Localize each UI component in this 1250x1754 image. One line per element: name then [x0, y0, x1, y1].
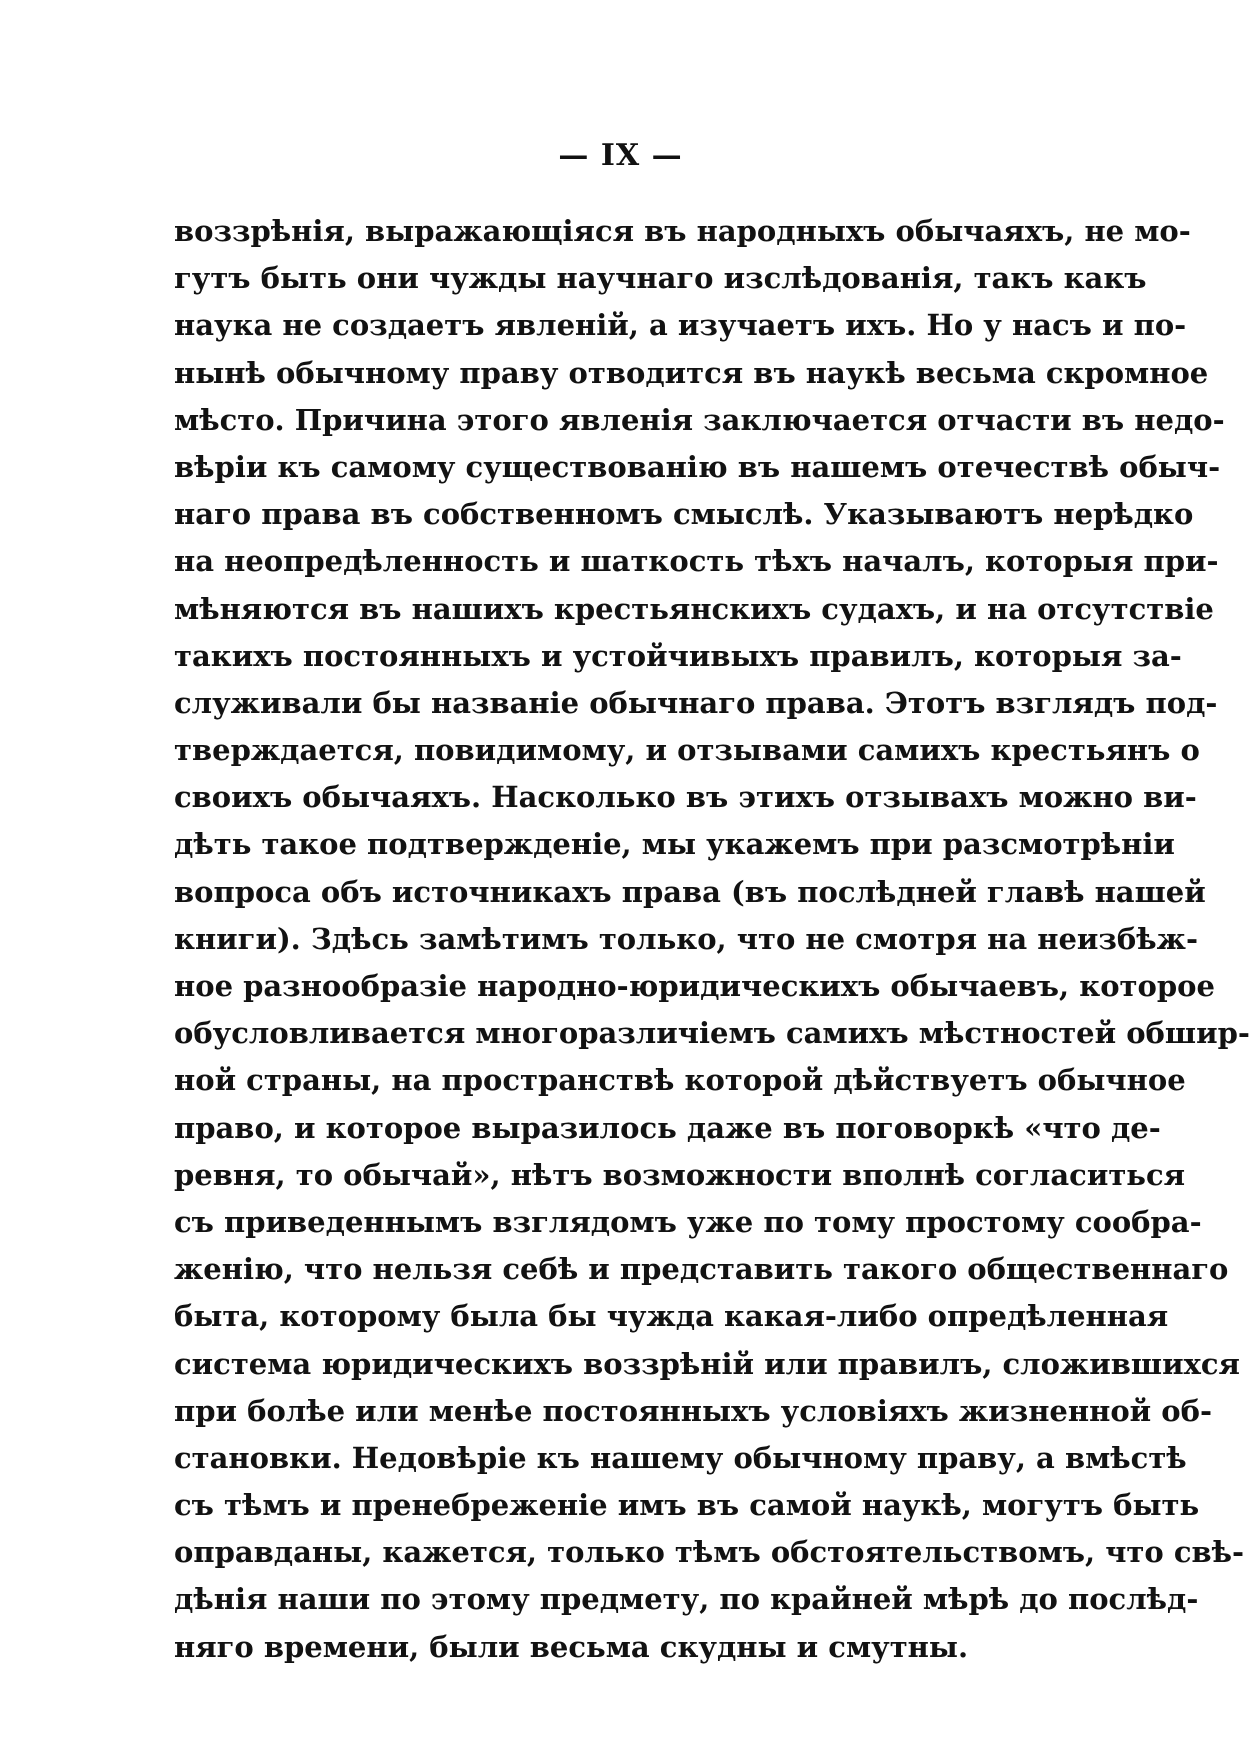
text-line: книги). Здѣсь замѣтимъ только, что не смотря на неизбѣж- [174, 921, 1198, 956]
text-line: воззрѣнія, выражающіяся въ народныхъ обычаяхъ, не мо- [174, 214, 1191, 248]
text-line: ной страны, на пространствѣ которой дѣйствуетъ обычное [174, 1063, 1186, 1098]
text-line: вѣріи къ самому существованію въ нашемъ отечествѣ обыч- [174, 449, 1221, 484]
text-line-last: няго времени, были весьма скудны и смутны. [174, 1629, 969, 1664]
text-line: гутъ быть они чужды научнаго изслѣдованія, такъ какъ [174, 261, 1147, 296]
text-line: на неопредѣленность и шаткость тѣхъ началъ, которыя при- [174, 544, 1219, 579]
text-line: дѣть такое подтвержденіе, мы укажемъ при разсмотрѣніи [174, 827, 1175, 862]
text-line: дѣнія наши по этому предмету, по крайней мѣрѣ до послѣд- [174, 1582, 1199, 1617]
text-line: съ тѣмъ и пренебреженіе имъ въ самой наукѣ, могутъ быть [174, 1488, 1200, 1523]
text-line: право, и которое выразилось даже въ поговоркѣ «что де- [174, 1110, 1161, 1145]
text-line: быта, которому была бы чужда какая-либо опредѣленная [174, 1299, 1169, 1334]
text-line: наго права въ собственномъ смыслѣ. Указываютъ нерѣдко [174, 497, 1194, 532]
text-line: мѣсто. Причина этого явленія заключается отчасти въ недо- [174, 402, 1225, 437]
text-line: служивали бы названіе обычнаго права. Этотъ взглядъ под- [174, 685, 1218, 720]
text-line: ное разнообразіе народно-юридическихъ обычаевъ, которое [174, 969, 1215, 1003]
text-line: обусловливается многоразличіемъ самихъ мѣстностей обшир- [174, 1016, 1250, 1051]
page-number: — IX — [558, 138, 683, 173]
text-line: система юридическихъ воззрѣній или правилъ, сложившихся [174, 1346, 1240, 1381]
text-line: такихъ постоянныхъ и устойчивыхъ правилъ, которыя за- [174, 638, 1182, 673]
text-line: женію, что нельзя себѣ и представить такого общественнаго [174, 1252, 1229, 1287]
text-line: наука не создаетъ явленій, а изучаетъ ихъ. Но у насъ и по- [174, 308, 1187, 343]
text-line: нынѣ обычному праву отводится въ наукѣ весьма скромное [174, 355, 1209, 390]
text-line: становки. Недовѣріе къ нашему обычному праву, а вмѣстѣ [174, 1440, 1187, 1475]
body-paragraph [174, 208, 1250, 1671]
text-line: своихъ обычаяхъ. Насколько въ этихъ отзывахъ можно ви- [174, 780, 1197, 815]
text-line: оправданы, кажется, только тѣмъ обстоятельствомъ, что свѣ- [174, 1535, 1245, 1570]
text-line: ревня, то обычай», нѣтъ возможности вполнѣ согласиться [174, 1157, 1186, 1192]
text-line: вопроса объ источникахъ права (въ послѣдней главѣ нашей [174, 874, 1206, 909]
text-line: мѣняются въ нашихъ крестьянскихъ судахъ, и на отсутствіе [174, 591, 1214, 626]
text-line: тверждается, повидимому, и отзывами самихъ крестьянъ о [174, 733, 1200, 768]
text-line: съ приведеннымъ взглядомъ уже по тому простому сообра- [174, 1204, 1202, 1239]
text-line: при болѣе или менѣе постоянныхъ условіяхъ жизненной об- [174, 1393, 1212, 1428]
